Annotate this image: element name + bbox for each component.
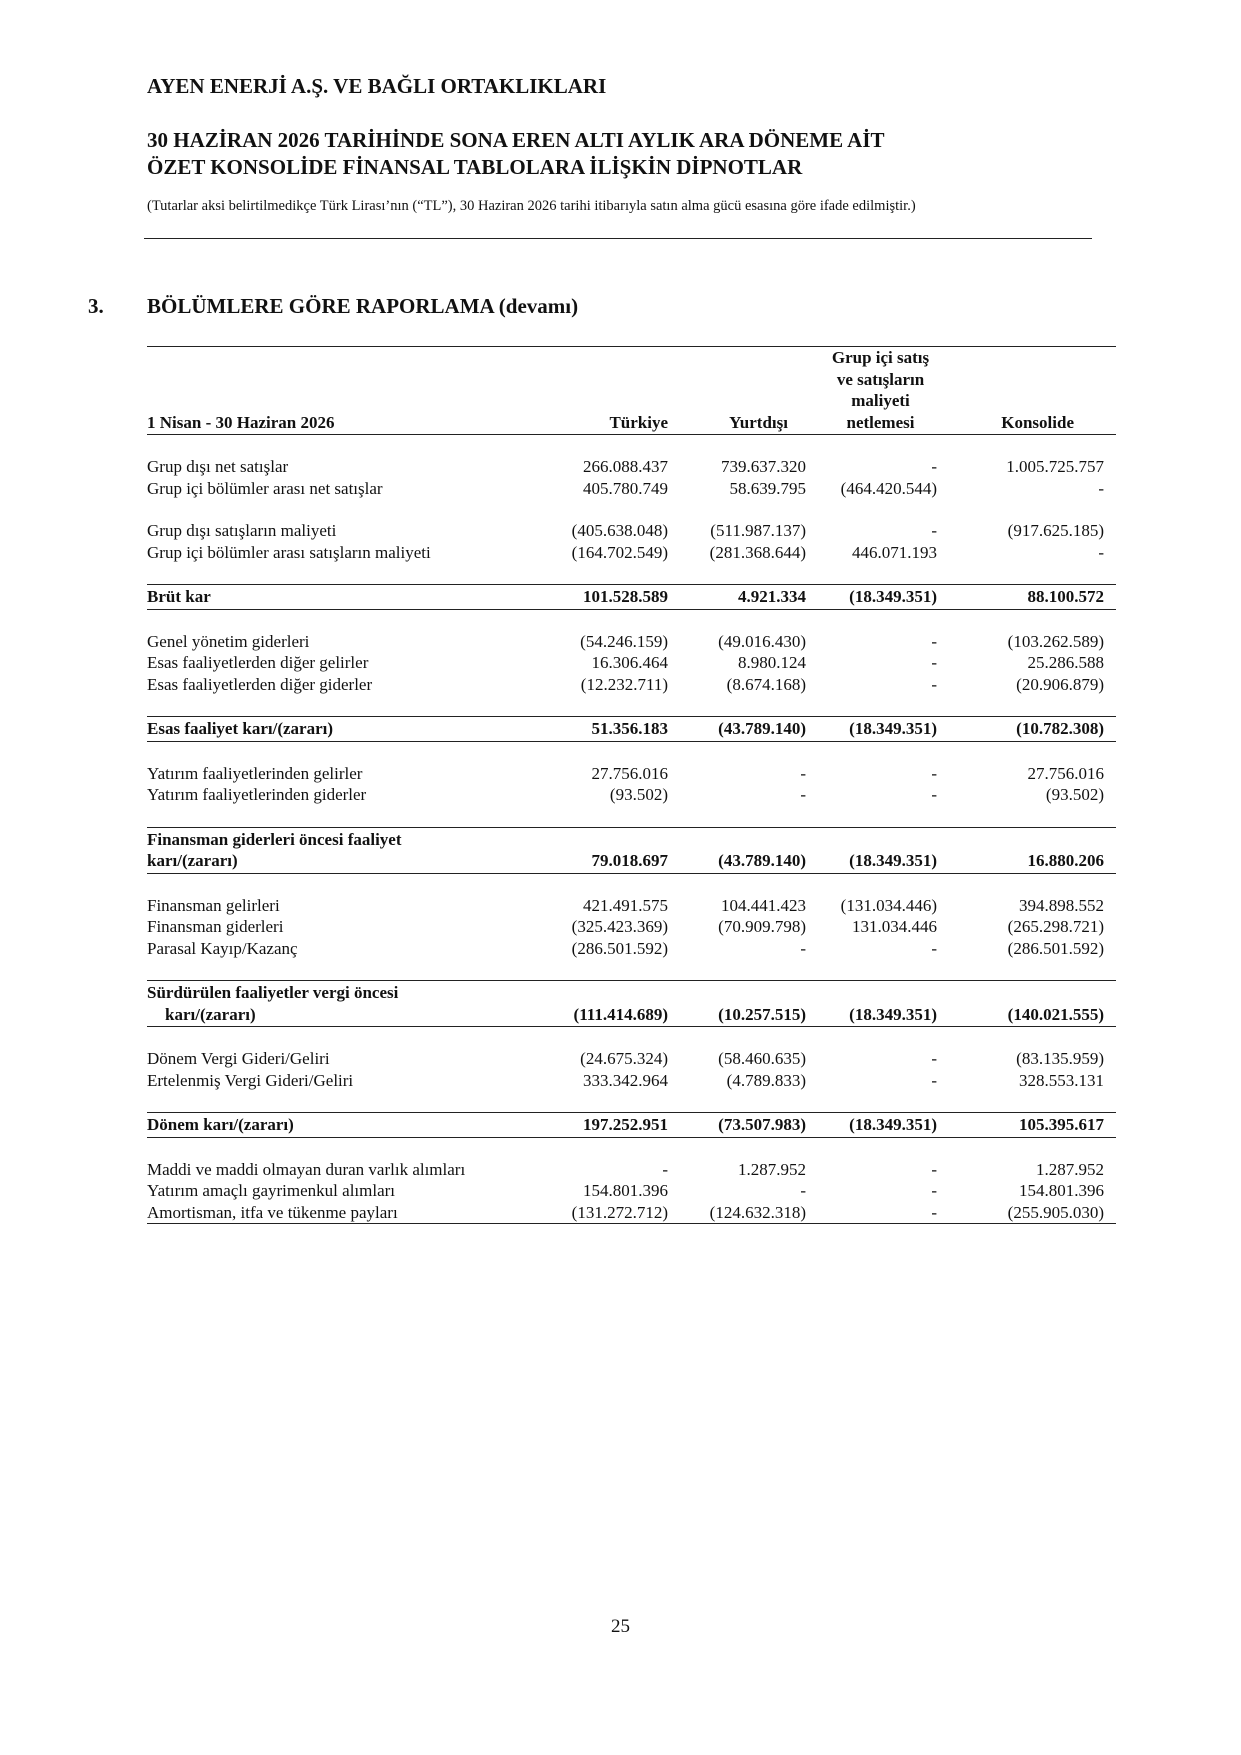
cell-grup-ici: 446.071.193 — [852, 542, 937, 562]
cell-yurtdisi: - — [800, 938, 806, 958]
table-row — [147, 520, 1116, 542]
header-yurtdisi: Yurtdışı — [668, 412, 814, 435]
cell-konsolide: (265.298.721) — [1007, 917, 1104, 936]
cell-turkiye: - — [662, 1159, 668, 1179]
cell-konsolide: 154.801.396 — [1019, 1181, 1104, 1200]
cell-konsolide: 88.100.572 — [947, 585, 1116, 610]
header-period: 1 Nisan - 30 Haziran 2026 — [147, 412, 548, 435]
cell-yurtdisi: (281.368.644) — [709, 542, 806, 562]
row-label: Grup dışı net satışlar — [147, 457, 289, 476]
subtitle-line-2: ÖZET KONSOLİDE FİNANSAL TABLOLARA İLİŞKİN DİPNOTLAR — [147, 155, 803, 179]
header-turkiye: Türkiye — [548, 412, 668, 435]
row-label: Esas faaliyetlerden diğer gelirler — [147, 653, 369, 672]
cell-turkiye: (286.501.592) — [571, 938, 668, 958]
table-header-row-2 — [147, 369, 1116, 391]
cell-konsolide: 328.553.131 — [1019, 1070, 1104, 1090]
row-label: Dönem karı/(zararı) — [147, 1113, 548, 1138]
total-row-finansman-oncesi-line-1 — [147, 827, 1116, 850]
cell-grup-ici: (131.034.446) — [840, 895, 937, 915]
row-label: Amortisman, itfa ve tükenme payları — [147, 1202, 548, 1224]
cell-yurtdisi: 104.441.423 — [721, 895, 806, 915]
row-label: Brüt kar — [147, 585, 548, 610]
cell-konsolide: (286.501.592) — [1007, 938, 1104, 958]
cell-konsolide: (10.782.308) — [947, 717, 1116, 742]
total-row-surdurulen — [147, 1004, 1116, 1027]
page-number: 25 — [611, 1616, 630, 1637]
cell-turkiye: 154.801.396 — [583, 1181, 668, 1200]
row-label: Maddi ve maddi olmayan duran varlık alımları — [147, 1159, 466, 1179]
row-label: Grup içi bölümler arası satışların maliyeti — [147, 542, 431, 562]
cell-turkiye: 51.356.183 — [548, 717, 668, 742]
cell-yurtdisi: 8.980.124 — [738, 653, 806, 672]
cell-yurtdisi: 1.287.952 — [738, 1159, 806, 1179]
cell-yurtdisi: (511.987.137) — [710, 521, 806, 540]
table-row — [147, 1048, 1116, 1070]
cell-konsolide: 105.395.617 — [947, 1113, 1116, 1138]
header-grup-ici-line-2: ve satışların — [836, 369, 925, 389]
row-label: karı/(zararı) — [147, 850, 548, 873]
total-row-donem-kari — [147, 1113, 1116, 1138]
cell-konsolide: 1.287.952 — [1036, 1159, 1104, 1179]
cell-turkiye: (54.246.159) — [580, 631, 668, 651]
subtitle-line-1: 30 HAZİRAN 2026 TARİHİNDE SONA EREN ALTI AYLIK ARA DÖNEME AİT — [147, 128, 885, 152]
cell-grup-ici: - — [931, 521, 937, 540]
table-row — [147, 1070, 1116, 1092]
section-number: 3. — [88, 294, 104, 318]
table-row — [147, 456, 1116, 478]
cell-konsolide: (20.906.879) — [1016, 674, 1104, 694]
table-row — [147, 938, 1116, 960]
row-label: Finansman giderleri — [147, 917, 284, 936]
cell-turkiye: 27.756.016 — [591, 763, 668, 783]
cell-yurtdisi: 739.637.320 — [721, 457, 806, 476]
cell-turkiye: 79.018.697 — [548, 850, 668, 873]
table-row — [147, 916, 1116, 938]
cell-turkiye: 333.342.964 — [583, 1070, 668, 1090]
row-label: Yatırım faaliyetlerinden giderler — [147, 785, 367, 804]
cell-turkiye: (12.232.711) — [580, 674, 668, 694]
row-label: Finansman gelirleri — [147, 895, 280, 915]
table-header-row-3 — [147, 390, 1116, 412]
cell-grup-ici: (464.420.544) — [840, 478, 937, 498]
cell-grup-ici: (18.349.351) — [814, 1004, 947, 1027]
table-row — [147, 631, 1116, 653]
row-label: Grup içi bölümler arası net satışlar — [147, 478, 383, 498]
cell-turkiye: 16.306.464 — [591, 653, 668, 672]
row-label: Yatırım faaliyetlerinden gelirler — [147, 763, 363, 783]
cell-yurtdisi: (8.674.168) — [726, 674, 806, 694]
cell-yurtdisi: 58.639.795 — [729, 478, 806, 498]
cell-yurtdisi: (49.016.430) — [718, 631, 806, 651]
cell-grup-ici: - — [814, 1202, 947, 1224]
row-label: Esas faaliyetlerden diğer giderler — [147, 674, 373, 694]
company-name: AYEN ENERJİ A.Ş. VE BAĞLI ORTAKLIKLARI — [147, 74, 607, 98]
cell-konsolide: (103.262.589) — [1007, 631, 1104, 651]
total-row-surdurulen-line-1 — [147, 981, 1116, 1004]
cell-grup-ici: - — [931, 1070, 937, 1090]
cell-turkiye: 266.088.437 — [583, 457, 668, 476]
table-header-row-4 — [147, 412, 1116, 435]
cell-yurtdisi: (43.789.140) — [668, 717, 814, 742]
cell-konsolide: (255.905.030) — [947, 1202, 1116, 1224]
cell-grup-ici: - — [931, 631, 937, 651]
cell-yurtdisi: (43.789.140) — [668, 850, 814, 873]
cell-grup-ici: 131.034.446 — [852, 917, 937, 936]
cell-yurtdisi: (58.460.635) — [718, 1049, 806, 1068]
header-konsolide: Konsolide — [947, 412, 1116, 435]
report-subtitle — [147, 127, 885, 181]
cell-grup-ici: - — [931, 674, 937, 694]
cell-konsolide: (917.625.185) — [1007, 521, 1104, 540]
cell-konsolide: (83.135.959) — [1016, 1049, 1104, 1068]
cell-turkiye: (164.702.549) — [571, 542, 668, 562]
table-row — [147, 1159, 1116, 1181]
cell-konsolide: 25.286.588 — [1027, 653, 1104, 672]
cell-yurtdisi: - — [800, 763, 806, 783]
cell-turkiye: 405.780.749 — [583, 478, 668, 498]
currency-note: (Tutarlar aksi belirtilmedikçe Türk Lirası’nın (“TL”), 30 Haziran 2026 tarihi itibarıyla satın alma gücü esasına göre ifade edilmiştir.) — [147, 198, 916, 214]
header-grup-ici-line-4: netlemesi — [814, 412, 947, 435]
table-row — [147, 1180, 1116, 1202]
table-row — [147, 784, 1116, 806]
cell-konsolide: (93.502) — [1045, 785, 1104, 804]
cell-konsolide: 1.005.725.757 — [1006, 457, 1104, 476]
table-row — [147, 478, 1116, 500]
cell-konsolide: 16.880.206 — [947, 850, 1116, 873]
header-divider — [144, 238, 1092, 239]
cell-grup-ici: - — [931, 1181, 937, 1200]
segment-table — [147, 346, 1116, 1224]
cell-grup-ici: (18.349.351) — [814, 585, 947, 610]
cell-yurtdisi: (10.257.515) — [668, 1004, 814, 1027]
cell-yurtdisi: (73.507.983) — [668, 1113, 814, 1138]
cell-grup-ici: - — [931, 1049, 937, 1068]
section-title: BÖLÜMLERE GÖRE RAPORLAMA (devamı) — [147, 294, 579, 318]
cell-grup-ici: - — [931, 1159, 937, 1179]
row-label: Dönem Vergi Gideri/Geliri — [147, 1049, 330, 1068]
table-row — [147, 763, 1116, 785]
row-label: Sürdürülen faaliyetler vergi öncesi — [147, 981, 548, 1004]
cell-konsolide: - — [1098, 542, 1104, 562]
total-row-esas-faaliyet — [147, 717, 1116, 742]
cell-grup-ici: - — [931, 457, 937, 476]
cell-turkiye: 197.252.951 — [548, 1113, 668, 1138]
total-row-finansman-oncesi — [147, 850, 1116, 873]
cell-grup-ici: (18.349.351) — [814, 850, 947, 873]
cell-turkiye: (405.638.048) — [571, 521, 668, 540]
cell-turkiye: (325.423.369) — [571, 917, 668, 936]
row-label: Genel yönetim giderleri — [147, 631, 310, 651]
cell-turkiye: (111.414.689) — [548, 1004, 668, 1027]
cell-yurtdisi: - — [800, 1181, 806, 1200]
table-row — [147, 542, 1116, 564]
total-row-brut-kar — [147, 585, 1116, 610]
cell-konsolide: 27.756.016 — [1027, 763, 1104, 783]
cell-turkiye: 421.491.575 — [583, 895, 668, 915]
table-row — [147, 674, 1116, 696]
header-grup-ici-line-3: maliyeti — [851, 391, 910, 410]
cell-grup-ici: (18.349.351) — [814, 717, 947, 742]
cell-turkiye: 101.528.589 — [548, 585, 668, 610]
cell-turkiye: (93.502) — [609, 785, 668, 804]
cell-grup-ici: - — [931, 785, 937, 804]
cell-yurtdisi: 4.921.334 — [668, 585, 814, 610]
cell-turkiye: (24.675.324) — [580, 1049, 668, 1068]
cell-grup-ici: - — [931, 653, 937, 672]
cell-konsolide: (140.021.555) — [947, 1004, 1116, 1027]
header-grup-ici-line-1: Grup içi satış — [814, 347, 947, 369]
cell-yurtdisi: (124.632.318) — [668, 1202, 814, 1224]
table-header-row-1 — [147, 347, 1116, 369]
row-label: Finansman giderleri öncesi faaliyet — [147, 827, 548, 850]
row-label: Ertelenmiş Vergi Gideri/Geliri — [147, 1070, 354, 1090]
cell-yurtdisi: (70.909.798) — [718, 917, 806, 936]
cell-turkiye: (131.272.712) — [548, 1202, 668, 1224]
cell-konsolide: - — [1098, 478, 1104, 498]
table-row — [147, 652, 1116, 674]
cell-grup-ici: - — [931, 763, 937, 783]
cell-yurtdisi: - — [800, 785, 806, 804]
row-label: Grup dışı satışların maliyeti — [147, 521, 337, 540]
cell-grup-ici: - — [931, 938, 937, 958]
cell-konsolide: 394.898.552 — [1019, 895, 1104, 915]
row-label: Parasal Kayıp/Kazanç — [147, 938, 298, 958]
cell-yurtdisi: (4.789.833) — [726, 1070, 806, 1090]
table-row — [147, 1202, 1116, 1224]
table-row — [147, 895, 1116, 917]
row-label: Yatırım amaçlı gayrimenkul alımları — [147, 1181, 396, 1200]
row-label: Esas faaliyet karı/(zararı) — [147, 717, 548, 742]
cell-grup-ici: (18.349.351) — [814, 1113, 947, 1138]
row-label: karı/(zararı) — [147, 1004, 548, 1027]
